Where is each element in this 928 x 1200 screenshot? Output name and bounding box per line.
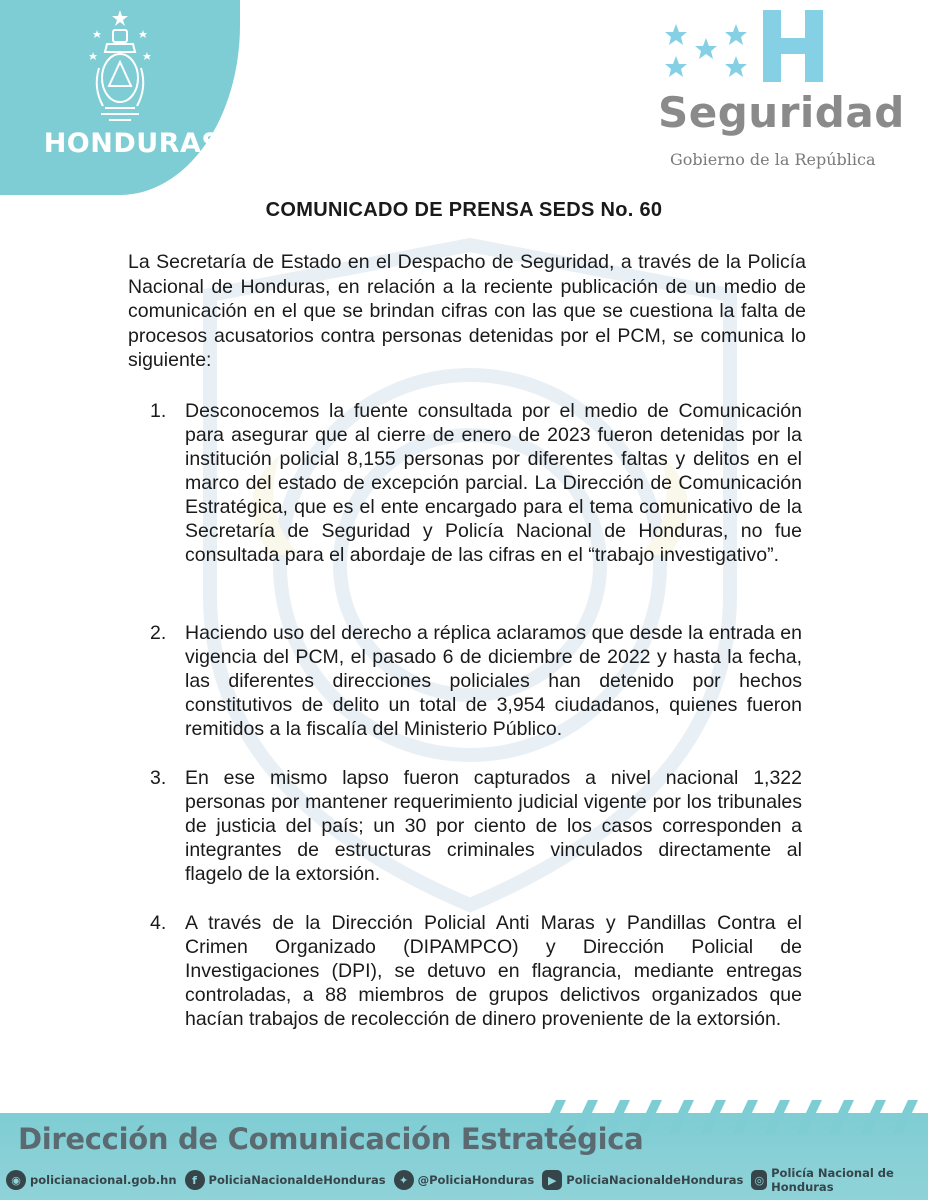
coat-of-arms-icon [85, 8, 155, 126]
twitter-icon: ✦ [394, 1170, 414, 1190]
social-link-label: @PoliciaHonduras [417, 1173, 535, 1187]
instagram-icon: ◎ [751, 1170, 767, 1190]
list-item [150, 766, 802, 886]
list-item-text: A través de la Dirección Policial Anti Maras y Pandillas Contra el Crimen Organizado (DIPAMPCO) y Dirección Policial de Investigaciones (DPI), se detuvo en flagrancia, mediante entregas controladas, a 88 miembros de grupos delictivos organizados que hacían trabajos de recolección de dinero proveniente de la extorsión. [185, 912, 802, 1030]
list-item-text: Desconocemos la fuente consultada por el medio de Comunicación para asegurar que al cierre de enero de 2023 fueron detenidas por la institución policial 8,155 personas por diferentes faltas y delitos en el marco del estado de excepción parcial. La Dirección de Comunicación Estratégica, que es el ente encargado para el tema comunicativo de la Secretaría de Seguridad y Policía Nacional de Honduras, no fue consultada para el abordaje de las cifras en el “trabajo investigativo”. [185, 400, 802, 566]
list-item [150, 911, 802, 1031]
social-link-label: PoliciaNacionaldeHonduras [566, 1173, 744, 1187]
honduras-header-block [0, 0, 240, 195]
list-item-text: En ese mismo lapso fueron capturados a nivel nacional 1,322 personas por mantener requerimiento judicial vigente por los tribunales de justicia del país; un 30 por ciento de los casos corresponden a integrantes de estructuras criminales vinculados directamente al flagelo de la extorsión. [185, 767, 802, 885]
globe-icon: ◉ [6, 1170, 26, 1190]
social-link-facebook[interactable] [185, 1170, 386, 1190]
list-item-number: 1. [150, 400, 167, 422]
intro-paragraph: La Secretaría de Estado en el Despacho de Seguridad, a través de la Policía Nacional de Honduras, en relación a la reciente publicación de un medio de comunicación en el que se brindan cifras con las que se cuestiona la falta de procesos acusatorios contra personas detenidas por el PCM, se comunica lo siguiente: [128, 251, 806, 371]
country-name: HONDURAS [43, 128, 222, 159]
list-item-number: 2. [150, 622, 167, 644]
list-item [150, 621, 802, 741]
social-link-twitter[interactable] [394, 1170, 535, 1190]
five-stars-icon [658, 22, 754, 82]
list-item-text: Haciendo uso del derecho a réplica aclaramos que desde la entrada en vigencia del PCM, el pasado 6 de diciembre de 2022 y hasta la fecha, las diferentes direcciones policiales han detenido por hechos constitutivos de delito un total de 3,954 ciudadanos, quienes fueron remitidos a la fiscalía del Ministerio Público. [185, 622, 802, 740]
social-links-row [0, 1166, 928, 1194]
social-link-instagram[interactable] [751, 1166, 920, 1194]
social-link-label: policianacional.gob.hn [30, 1173, 177, 1187]
h-letter-icon [763, 10, 823, 82]
list-item [150, 399, 802, 567]
ministry-subtitle: Gobierno de la República [670, 150, 876, 169]
social-link-label: Policía Nacional de Honduras [771, 1166, 894, 1194]
social-link-website[interactable] [6, 1170, 177, 1190]
social-link-label: PoliciaNacionaldeHonduras [208, 1173, 386, 1187]
facebook-icon: f [185, 1170, 205, 1190]
seguridad-logo [658, 0, 928, 180]
footer-title: Dirección de Comunicación Estratégica [18, 1122, 644, 1156]
list-item-number: 3. [150, 767, 167, 789]
document-title: COMUNICADO DE PRENSA SEDS No. 60 [265, 199, 663, 221]
list-item-number: 4. [150, 912, 167, 934]
ministry-title: Seguridad [658, 88, 905, 137]
social-link-youtube[interactable] [542, 1170, 743, 1190]
youtube-icon: ▶ [542, 1170, 562, 1190]
